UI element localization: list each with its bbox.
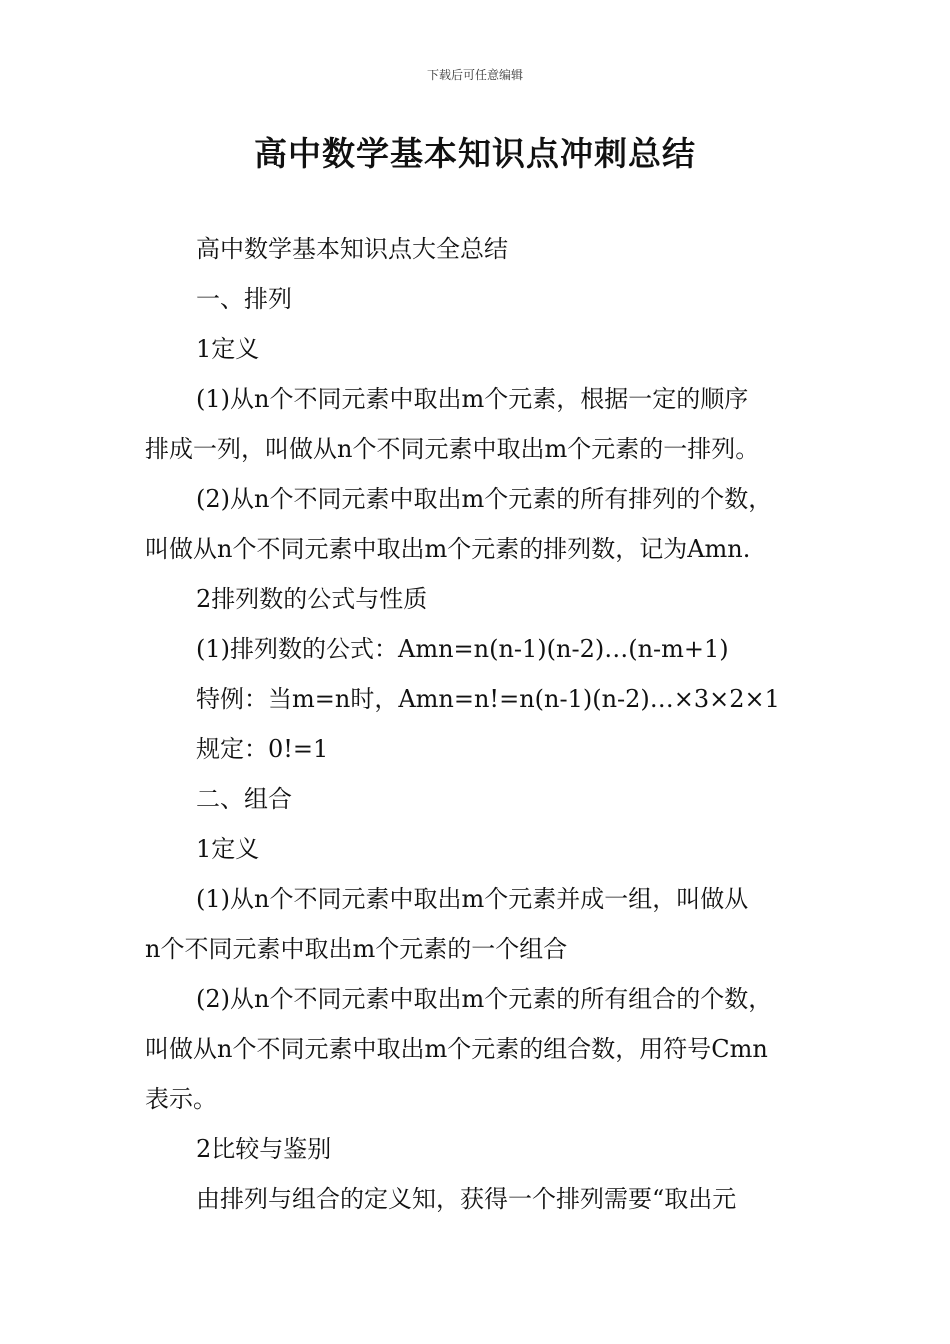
document-title: 高中数学基本知识点冲刺总结 — [254, 134, 696, 173]
formula-line: 规定：0!=1 — [196, 735, 329, 763]
text-line: 表示。 — [145, 1085, 217, 1113]
subsection-heading: 1定义 — [196, 835, 260, 863]
formula-line: (1)排列数的公式：Amn=n(n-1)(n-2)…(n-m+1) — [196, 635, 729, 663]
text-line: 由排列与组合的定义知，获得一个排列需要“取出元 — [196, 1185, 737, 1213]
text-line: 高中数学基本知识点大全总结 — [196, 235, 508, 263]
text-line: (2)从n个不同元素中取出m个元素的所有组合的个数， — [196, 985, 773, 1013]
text-line: (2)从n个不同元素中取出m个元素的所有排列的个数， — [196, 485, 773, 513]
text-line: 叫做从n个不同元素中取出m个元素的排列数，记为Amn. — [145, 535, 751, 563]
section-heading: 一、排列 — [196, 285, 292, 313]
subsection-heading: 1定义 — [196, 335, 260, 363]
header-note: 下载后可任意编辑 — [426, 68, 523, 82]
subsection-heading: 2排列数的公式与性质 — [196, 585, 428, 613]
section-heading: 二、组合 — [196, 785, 292, 813]
formula-line: 特例：当m=n时，Amn=n!=n(n-1)(n-2)…×3×2×1 — [196, 685, 780, 713]
subsection-heading: 2比较与鉴别 — [196, 1135, 332, 1163]
text-line: (1)从n个不同元素中取出m个元素并成一组，叫做从 — [196, 885, 749, 913]
document-body — [145, 228, 825, 1228]
text-line: 排成一列，叫做从n个不同元素中取出m个元素的一排列。 — [145, 435, 760, 463]
text-line: (1)从n个不同元素中取出m个元素，根据一定的顺序 — [196, 385, 749, 413]
text-line: n个不同元素中取出m个元素的一个组合 — [145, 935, 568, 963]
text-line: 叫做从n个不同元素中取出m个元素的组合数，用符号Cmn — [145, 1035, 768, 1063]
